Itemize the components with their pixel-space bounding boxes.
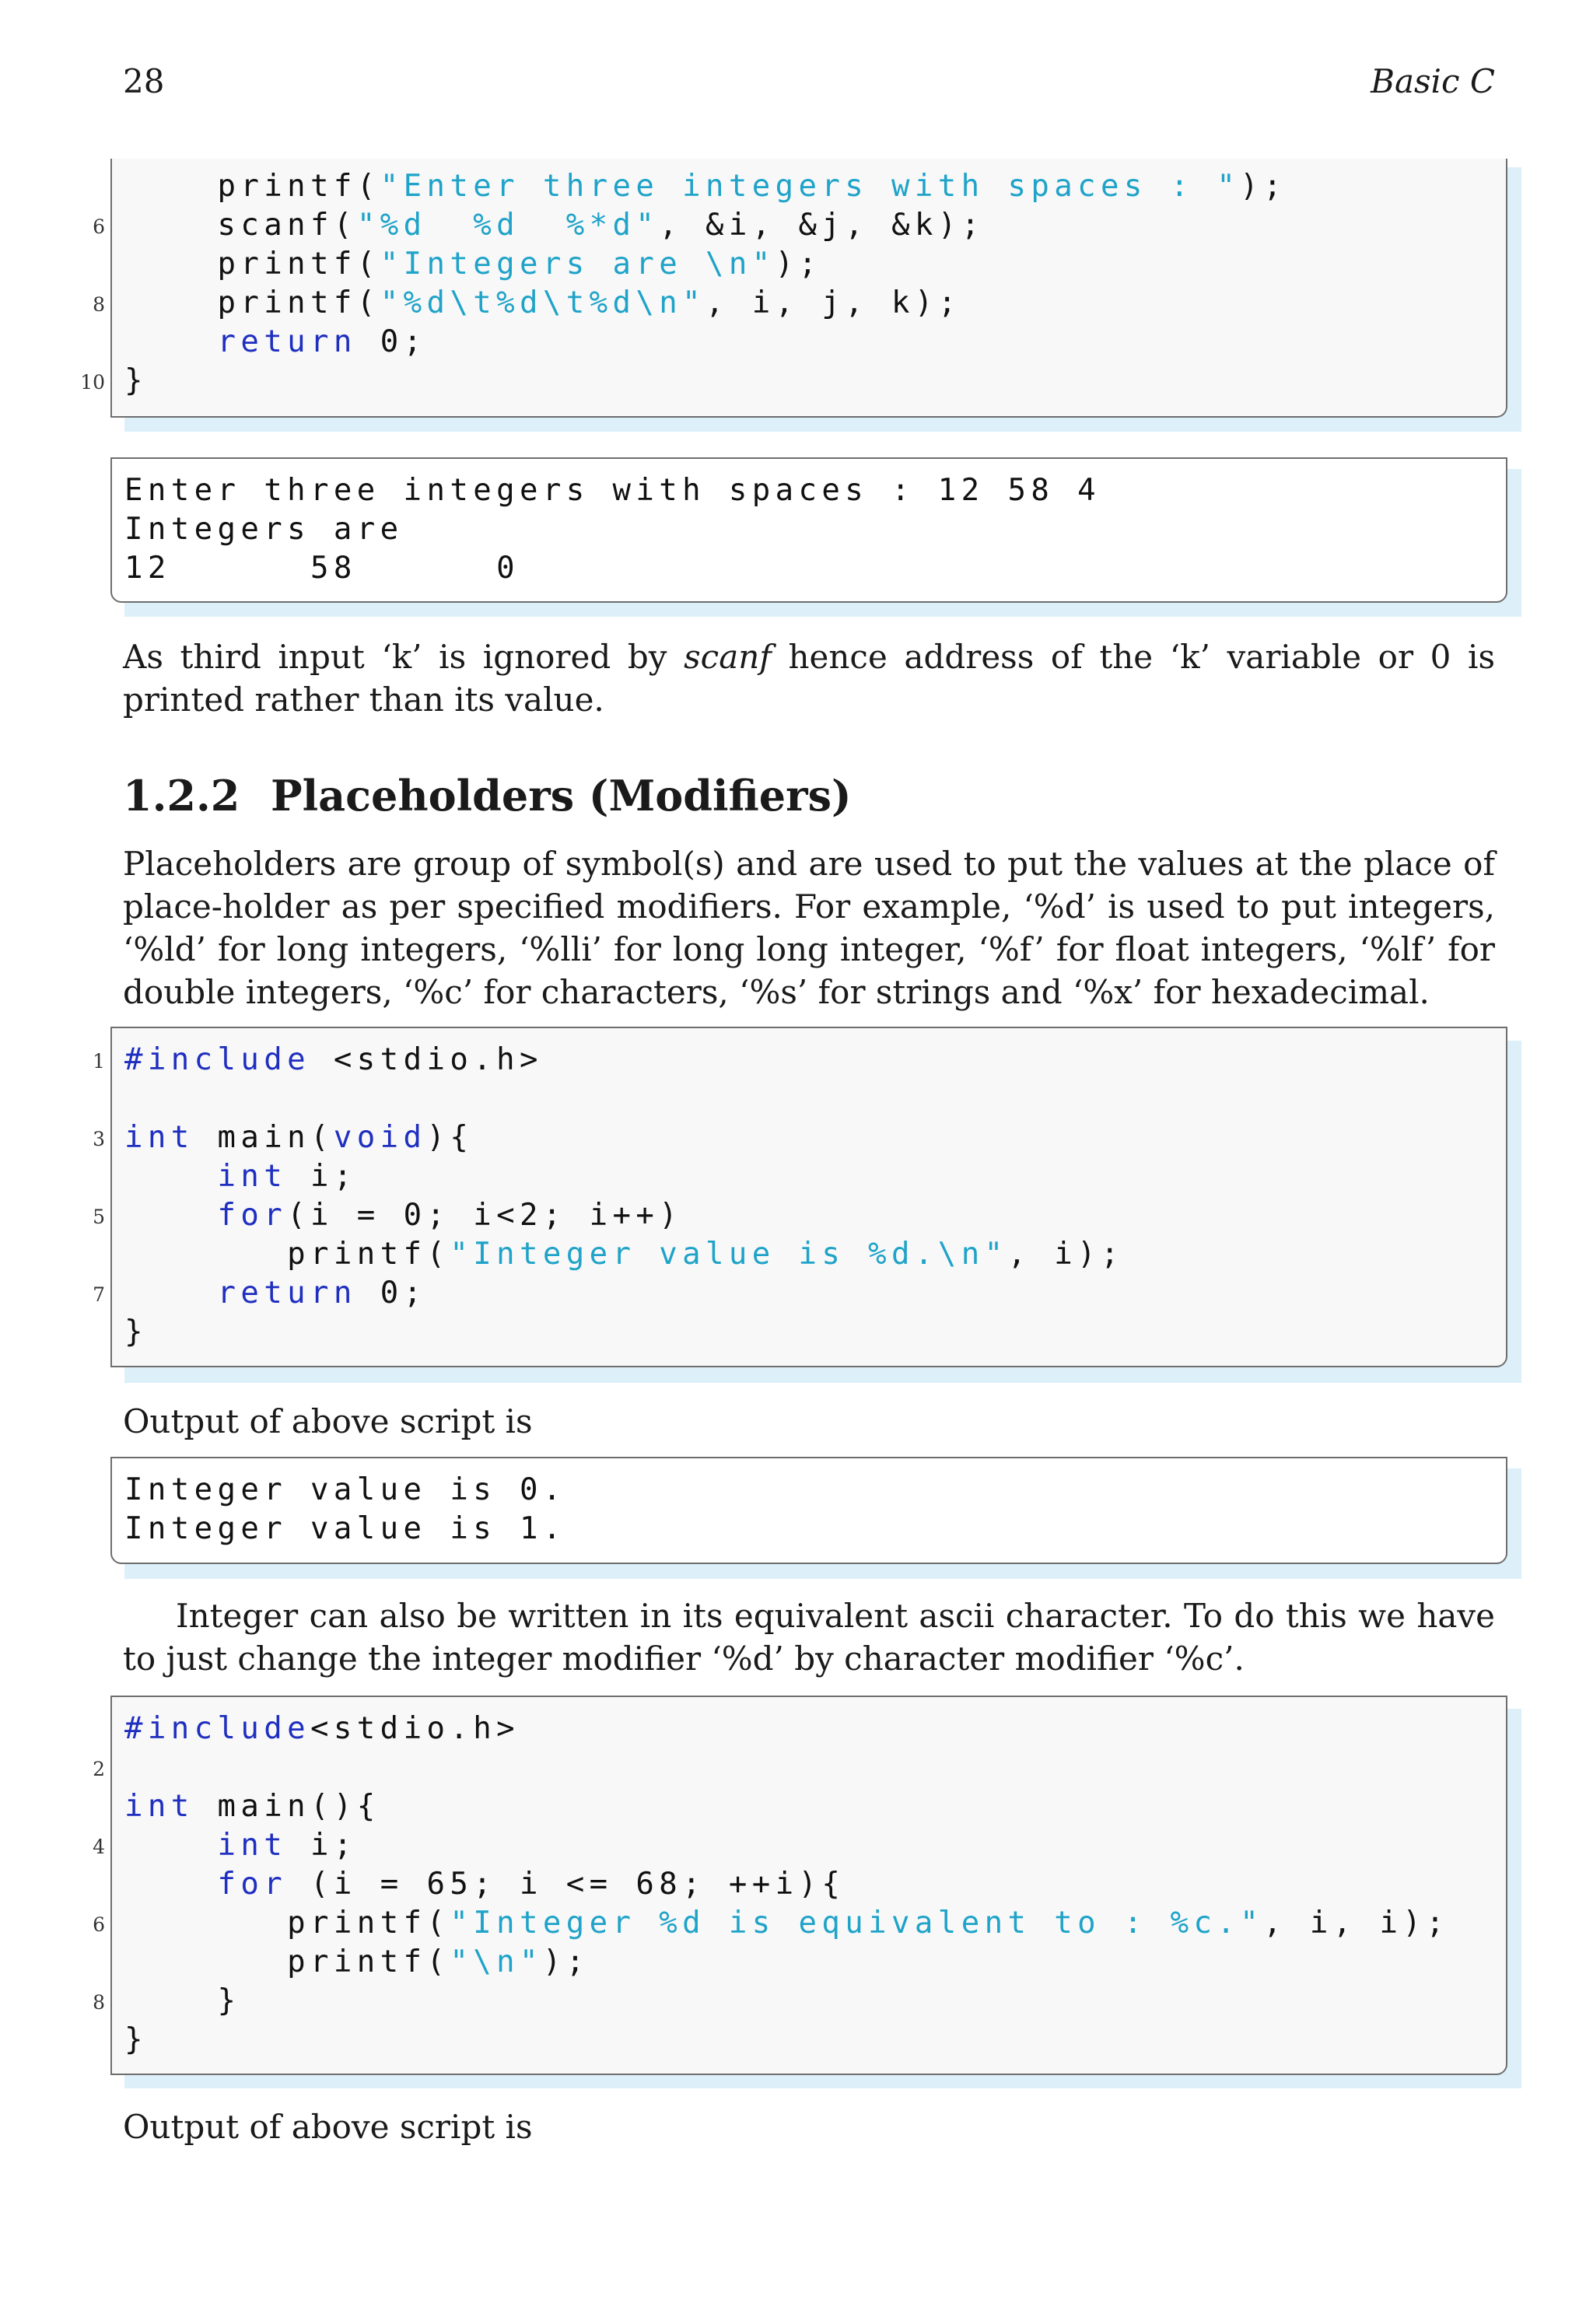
code-line: [124, 1982, 240, 2021]
code-token: );: [542, 1944, 590, 1979]
line-number: 7: [93, 1283, 105, 1306]
line-number: 8: [93, 1991, 105, 2014]
section-heading: [123, 770, 852, 821]
code-line: [124, 1274, 426, 1313]
code-token: main(){: [194, 1789, 380, 1824]
line-number: [0, 2021, 105, 2060]
line-number: 10: [80, 371, 105, 394]
code-line: [124, 323, 426, 362]
line-number: 6: [93, 215, 105, 238]
code-token: }: [124, 363, 148, 398]
code-line: [124, 1235, 1124, 1274]
code-line: [124, 1196, 682, 1235]
code-line: [124, 1904, 1449, 1943]
code-token: 0;: [356, 324, 427, 359]
line-number: [0, 1313, 105, 1352]
code-token: 0;: [356, 1276, 427, 1311]
code-token: [124, 1828, 218, 1863]
keyword-token: return: [217, 324, 357, 359]
code-token: }: [124, 2022, 148, 2057]
line-number: [0, 1157, 105, 1196]
code-token: [124, 324, 218, 359]
code-token: , i, i);: [1263, 1906, 1450, 1941]
line-number: [0, 167, 105, 206]
code-token: main(: [194, 1120, 334, 1155]
keyword-token: int: [124, 1120, 194, 1155]
keyword-token: int: [217, 1828, 288, 1863]
line-number: [0, 1865, 105, 1904]
code-token: , i);: [1007, 1237, 1124, 1272]
code-line: [124, 1041, 543, 1080]
code-token: printf(: [124, 285, 380, 320]
line-number: 2: [93, 1758, 105, 1780]
line-number: 4: [93, 1836, 105, 1858]
code-line: [124, 245, 821, 284]
line-number: [0, 1710, 105, 1748]
code-line: [124, 1943, 590, 1982]
keyword-token: return: [217, 1276, 357, 1311]
code-token: [124, 1867, 218, 1902]
line-number: [0, 1787, 105, 1826]
section-title: Placeholders (Modifiers): [271, 771, 852, 821]
paragraph-ascii: Integer can also be written in its equivalent ascii character. To do this we have to just change the integer modifier ‘%d’ by character modifier ‘%c’.: [123, 1597, 1495, 1678]
keyword-token: for: [217, 1198, 288, 1233]
code-line: [124, 1157, 357, 1196]
paragraph-placeholders: Placeholders are group of symbol(s) and are used to put the values at the place of place-holder as per specified modifiers. For example, ‘%d’ is used to put integers, ‘%ld’ for long integers, ‘%lli’ for long long integer, ‘%f’ for float integers, ‘%lf’ for double integers, ‘%c’ for characters, ‘%s’ for strings and ‘%x’ for hexadecimal.: [123, 845, 1495, 1011]
code-token: , &i, &j, &k);: [659, 208, 985, 243]
section-number: 1.2.2: [123, 771, 240, 821]
line-number: 3: [93, 1128, 105, 1150]
string-token: "Integers are \n": [380, 247, 775, 282]
line-number: 1: [93, 1050, 105, 1073]
string-token: "%d\t%d\t%d\n": [380, 285, 706, 320]
code-token: printf(: [124, 1237, 450, 1272]
code-token: , i, j, k);: [705, 285, 961, 320]
output-line: Integer value is 0.: [124, 1472, 566, 1507]
output-line: Integer value is 1.: [124, 1511, 566, 1546]
line-number: [0, 1235, 105, 1274]
code-token: (i = 0; i<2; i++): [287, 1198, 683, 1233]
string-token: "\n": [450, 1944, 543, 1979]
output-line: 12 58 0: [124, 551, 520, 586]
line-number: 5: [93, 1206, 105, 1228]
code-token: ){: [426, 1120, 474, 1155]
code-token: <stdio.h>: [310, 1042, 543, 1077]
code-line: [124, 362, 148, 401]
code-token: );: [1240, 169, 1287, 204]
line-number: [0, 323, 105, 362]
code-line: [124, 284, 961, 323]
string-token: "%d %d %*d": [356, 208, 660, 243]
code-token: printf(: [124, 169, 380, 204]
line-number: [0, 1080, 105, 1118]
running-title: Basic C: [1371, 62, 1495, 100]
code-line: [124, 1826, 357, 1865]
code-line: [124, 1313, 148, 1352]
string-token: "Enter three integers with spaces : ": [380, 169, 1241, 204]
code-line: [124, 206, 985, 245]
code-token: i;: [287, 1159, 357, 1194]
keyword-token: #include: [124, 1711, 311, 1746]
code-token: (i = 65; i <= 68; ++i){: [287, 1867, 846, 1902]
page-number: 28: [123, 62, 165, 100]
code-token: i;: [287, 1828, 357, 1863]
code-token: scanf(: [124, 208, 357, 243]
code-token: <stdio.h>: [310, 1711, 520, 1746]
code-token: [124, 1276, 218, 1311]
keyword-token: int: [217, 1159, 288, 1194]
code-token: }: [124, 1983, 241, 2018]
line-number: [0, 245, 105, 284]
keyword-token: int: [124, 1789, 194, 1824]
code-line: [124, 1118, 473, 1157]
code-token: }: [124, 1314, 148, 1349]
code-line: [124, 1787, 380, 1826]
keyword-token: for: [217, 1867, 288, 1902]
keyword-token: #include: [124, 1042, 311, 1077]
code-line: [124, 167, 1287, 206]
code-line: [124, 1865, 845, 1904]
paragraph-output-label-2: Output of above script is: [123, 2108, 533, 2146]
string-token: "Integer value is %d.\n": [450, 1237, 1008, 1272]
code-token: printf(: [124, 1906, 450, 1941]
code-token: );: [775, 247, 822, 282]
code-token: [124, 1198, 218, 1233]
string-token: "Integer %d is equivalent to : %c.": [450, 1906, 1264, 1941]
line-number: 8: [93, 293, 105, 316]
code-line: [124, 2021, 148, 2060]
line-number: [0, 1943, 105, 1982]
paragraph-scanf-note: As third input ‘k’ is ignored by scanf hence address of the ‘k’ variable or 0 is printed rather than its value.: [123, 638, 1495, 719]
output-line: Enter three integers with spaces : 12 58 4: [124, 473, 1101, 508]
paragraph-output-label-1: Output of above script is: [123, 1402, 533, 1440]
output-line: Integers are: [124, 512, 404, 547]
code-token: printf(: [124, 1944, 450, 1979]
code-token: printf(: [124, 247, 380, 282]
keyword-token: void: [333, 1120, 427, 1155]
code-line: [124, 1710, 520, 1748]
line-number: 6: [93, 1913, 105, 1936]
code-token: [124, 1159, 218, 1194]
